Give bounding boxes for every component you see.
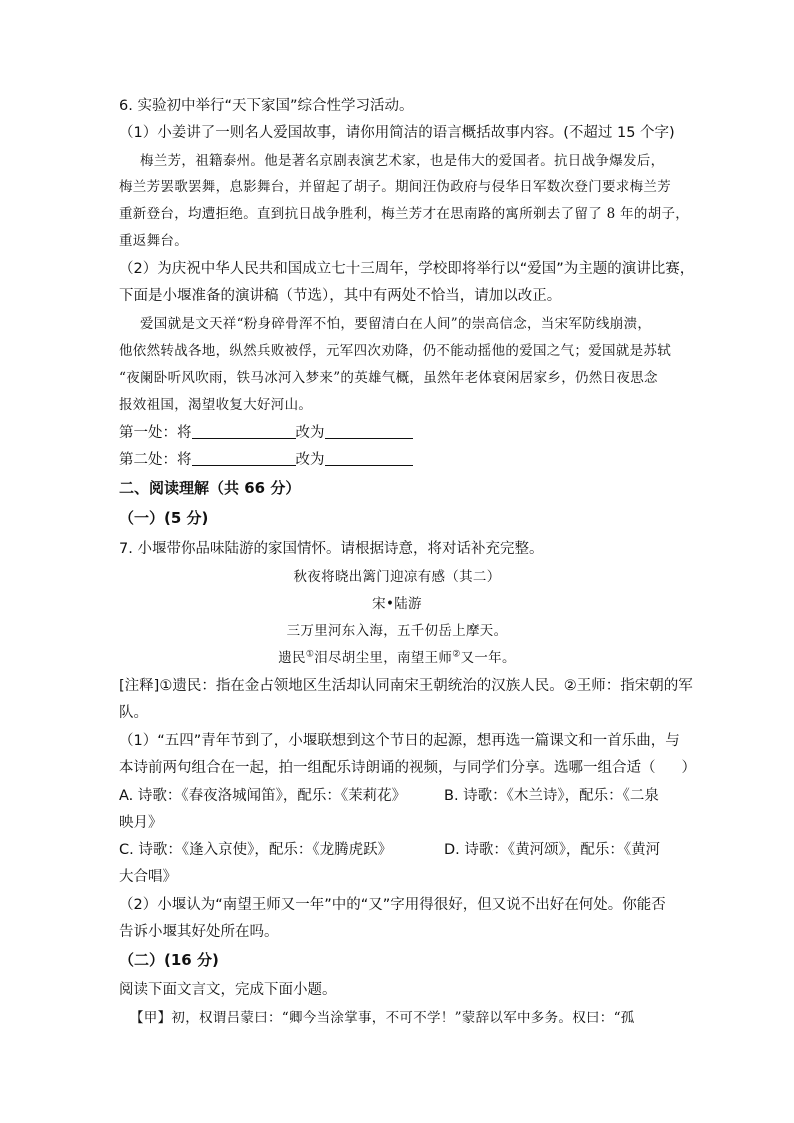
option-c[interactable]: C. 诗歌：《逢入京使》，配乐：《龙腾虎跃》 — [119, 842, 393, 858]
poem-title: 秋夜将晓出篱门迎凉有感（其二） — [293, 569, 501, 585]
fix1-label: 第一处：将 — [119, 425, 192, 441]
poem-note-marker-2: ② — [452, 649, 461, 660]
story-line-4: 重返舞台。 — [119, 233, 188, 249]
q7-part2-line-2: 告诉小堰其好处所在吗。 — [119, 924, 279, 940]
poem-line-2 — [0, 648, 794, 668]
poem-note-marker-1: ① — [305, 649, 315, 660]
section2-title: 二、阅读理解（共 66 分） — [119, 479, 301, 497]
option-d[interactable]: D. 诗歌：《黄河颂》，配乐：《黄河 — [444, 842, 661, 858]
fix2-original-blank[interactable] — [192, 450, 296, 466]
story-line-1: 梅兰芳，祖籍泰州。他是著名京剧表演艺术家，也是伟大的爱国者。抗日战争爆发后， — [140, 153, 665, 169]
story-line-3: 重新登台，均遭拒绝。直到抗日战争胜利，梅兰芳才在思南路的寓所剃去了留了 8 年的胡子， — [119, 206, 690, 222]
poem-line-2-part-c: 又一年。 — [460, 650, 516, 666]
q6-part2-prompt-2: 下面是小堰准备的演讲稿（节选），其中有两处不恰当，请加以改正。 — [119, 288, 562, 304]
section2-sub2: （二）(16 分) — [119, 951, 219, 969]
fix2-change-to: 改为 — [295, 452, 325, 468]
option-d-continued: 大合唱》 — [119, 869, 177, 885]
q7-part1-line-2 — [119, 758, 696, 778]
speech-line-3: “夜阑卧听风吹雨，铁马冰河入梦来”的英雄气概，虽然年老体衰闲居家乡，仍然日夜思念 — [119, 370, 658, 386]
fix-row-2 — [119, 450, 413, 470]
reading-instruction: 阅读下面文言文，完成下面小题。 — [119, 982, 337, 998]
fix2-corrected-blank[interactable] — [325, 450, 413, 466]
q6-part1-prompt: （1）小姜讲了一则名人爱国故事，请你用简洁的语言概括故事内容。(不超过 15 个字) — [119, 125, 675, 141]
q6-part2-prompt-1: （2）为庆祝中华人民共和国成立七十三周年，学校即将举行以“爱国”为主题的演讲比赛， — [119, 261, 695, 277]
option-b[interactable]: B. 诗歌：《木兰诗》，配乐：《二泉 — [444, 788, 659, 804]
annotation-line-1: [注释]①遗民：指在金占领地区生活却认同南宋王朝统治的汉族人民。②王师：指宋朝的军 — [119, 678, 693, 694]
fix1-corrected-blank[interactable] — [325, 423, 413, 439]
section2-sub1: （一）(5 分) — [119, 509, 209, 527]
q7-title: 7. 小堰带你品味陆游的家国情怀。请根据诗意，将对话补充完整。 — [119, 541, 544, 557]
poem-line-1: 三万里河东入海，五千仞岳上摩天。 — [286, 623, 508, 639]
fix1-original-blank[interactable] — [192, 423, 296, 439]
q6-title: 6. 实验初中举行“天下家国”综合性学习活动。 — [119, 98, 414, 114]
q7-part2-line-1: （2）小堰认为“南望王师又一年”中的“又”字用得很好，但又说不出好在何处。你能否 — [119, 897, 666, 913]
speech-line-2: 他依然转战各地，纵然兵败被俘，元军四次劝降，仍不能动摇他的爱国之气；爱国就是苏轼 — [119, 343, 671, 359]
fix1-change-to: 改为 — [295, 425, 325, 441]
option-row-ab — [119, 786, 406, 806]
speech-line-4: 报效祖国，渴望收复大好河山。 — [119, 397, 313, 413]
option-b-continued: 映月》 — [119, 815, 163, 831]
passage-jia-line-1: 【甲】初，权谓吕蒙曰：“卿今当涂掌事，不可不学！”蒙辞以军中多务。权曰：“孤 — [130, 1010, 635, 1026]
q7-part1-line-1: （1）“五四”青年节到了，小堰联想到这个节日的起源，想再选一篇课文和一首乐曲，与 — [119, 733, 680, 749]
q7-part1-text: 本诗前两句组合在一起，拍一组配乐诗朗诵的视频，与同学们分享。选哪一组合适（ — [119, 760, 656, 776]
fix2-label: 第二处：将 — [119, 452, 192, 468]
poem-line-2-part-b: 泪尽胡尘里，南望王师 — [314, 650, 453, 666]
option-a[interactable]: A. 诗歌：《春夜洛城闻笛》，配乐：《茉莉花》 — [119, 788, 407, 804]
q7-part1-close-paren: ） — [681, 760, 696, 776]
annotation-line-2: 队。 — [119, 705, 148, 721]
speech-line-1: 爱国就是文天祥“粉身碎骨浑不怕，要留清白在人间”的崇高信念，当宋军防线崩溃， — [140, 316, 652, 332]
poem-line-2-part-a: 遗民 — [278, 650, 306, 666]
fix-row-1 — [119, 423, 413, 443]
story-line-2: 梅兰芳罢歌罢舞，息影舞台，并留起了胡子。期间汪伪政府与侵华日军数次登门要求梅兰芳 — [119, 179, 671, 195]
poem-author: 宋•陆游 — [372, 596, 422, 612]
